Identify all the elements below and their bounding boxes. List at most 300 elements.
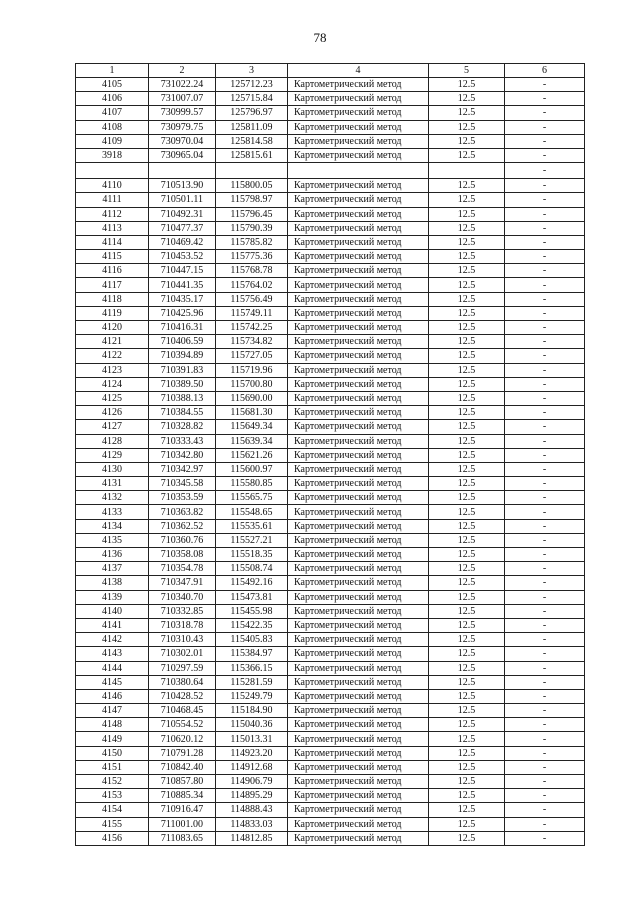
- point-number-cell: 4105: [76, 78, 149, 92]
- accuracy-cell: 12.5: [429, 278, 505, 292]
- y-coordinate-cell: 115727.05: [216, 349, 288, 363]
- x-coordinate-cell: 710363.82: [149, 505, 216, 519]
- method-cell: Картометрический метод: [288, 689, 429, 703]
- y-coordinate-cell: 115366.15: [216, 661, 288, 675]
- x-coordinate-cell: 710513.90: [149, 179, 216, 193]
- x-coordinate-cell: 710297.59: [149, 661, 216, 675]
- method-cell: Картометрический метод: [288, 661, 429, 675]
- accuracy-cell: 12.5: [429, 321, 505, 335]
- note-cell: -: [505, 106, 585, 120]
- method-cell: Картометрический метод: [288, 803, 429, 817]
- method-cell: Картометрический метод: [288, 420, 429, 434]
- table-row: [76, 562, 585, 576]
- table-row: [76, 718, 585, 732]
- table-row: [76, 434, 585, 448]
- y-coordinate-cell: 115790.39: [216, 221, 288, 235]
- y-coordinate-cell: 115785.82: [216, 235, 288, 249]
- note-cell: -: [505, 704, 585, 718]
- accuracy-cell: 12.5: [429, 803, 505, 817]
- note-cell: -: [505, 92, 585, 106]
- x-coordinate-cell: 710453.52: [149, 250, 216, 264]
- point-number-cell: 4132: [76, 491, 149, 505]
- x-coordinate-cell: 710620.12: [149, 732, 216, 746]
- accuracy-cell: 12.5: [429, 548, 505, 562]
- note-cell: -: [505, 548, 585, 562]
- point-number-cell: 4125: [76, 391, 149, 405]
- point-number-cell: 4126: [76, 406, 149, 420]
- accuracy-cell: 12.5: [429, 148, 505, 162]
- accuracy-cell: 12.5: [429, 562, 505, 576]
- note-cell: -: [505, 221, 585, 235]
- accuracy-cell: 12.5: [429, 746, 505, 760]
- point-number-cell: 4145: [76, 675, 149, 689]
- accuracy-cell: 12.5: [429, 775, 505, 789]
- table-row: [76, 505, 585, 519]
- accuracy-cell: 12.5: [429, 760, 505, 774]
- column-header: 4: [288, 64, 429, 78]
- table-row: [76, 604, 585, 618]
- accuracy-cell: 12.5: [429, 92, 505, 106]
- method-cell: Картометрический метод: [288, 120, 429, 134]
- accuracy-cell: 12.5: [429, 533, 505, 547]
- method-cell: Картометрический метод: [288, 789, 429, 803]
- accuracy-cell: 12.5: [429, 434, 505, 448]
- x-coordinate-cell: 710916.47: [149, 803, 216, 817]
- note-cell: -: [505, 831, 585, 845]
- table-row: [76, 321, 585, 335]
- note-cell: -: [505, 264, 585, 278]
- y-coordinate-cell: 125814.58: [216, 134, 288, 148]
- x-coordinate-cell: 730979.75: [149, 120, 216, 134]
- point-number-cell: 4121: [76, 335, 149, 349]
- accuracy-cell: 12.5: [429, 221, 505, 235]
- accuracy-cell: 12.5: [429, 377, 505, 391]
- x-coordinate-cell: 710362.52: [149, 519, 216, 533]
- x-coordinate-cell: 710477.37: [149, 221, 216, 235]
- point-number-cell: 4120: [76, 321, 149, 335]
- note-cell: -: [505, 179, 585, 193]
- method-cell: Картометрический метод: [288, 179, 429, 193]
- note-cell: -: [505, 321, 585, 335]
- method-cell: Картометрический метод: [288, 349, 429, 363]
- accuracy-cell: 12.5: [429, 306, 505, 320]
- point-number-cell: 4108: [76, 120, 149, 134]
- accuracy-cell: 12.5: [429, 292, 505, 306]
- column-header: 2: [149, 64, 216, 78]
- method-cell: Картометрический метод: [288, 704, 429, 718]
- point-number-cell: 4141: [76, 618, 149, 632]
- x-coordinate-cell: 710406.59: [149, 335, 216, 349]
- point-number-cell: 4138: [76, 576, 149, 590]
- y-coordinate-cell: 115700.80: [216, 377, 288, 391]
- y-coordinate-cell: 125815.61: [216, 148, 288, 162]
- x-coordinate-cell: 710391.83: [149, 363, 216, 377]
- point-number-cell: 4134: [76, 519, 149, 533]
- method-cell: Картометрический метод: [288, 335, 429, 349]
- point-number-cell: 4149: [76, 732, 149, 746]
- x-coordinate-cell: 710318.78: [149, 618, 216, 632]
- table-row: [76, 647, 585, 661]
- accuracy-cell: 12.5: [429, 675, 505, 689]
- x-coordinate-cell: 710360.76: [149, 533, 216, 547]
- table-row: [76, 675, 585, 689]
- table-row: [76, 349, 585, 363]
- point-number-cell: 4133: [76, 505, 149, 519]
- method-cell: Картометрический метод: [288, 377, 429, 391]
- y-coordinate-cell: 115281.59: [216, 675, 288, 689]
- x-coordinate-cell: 730965.04: [149, 148, 216, 162]
- method-cell: Картометрический метод: [288, 604, 429, 618]
- method-cell: Картометрический метод: [288, 590, 429, 604]
- note-cell: -: [505, 335, 585, 349]
- note-cell: -: [505, 803, 585, 817]
- x-coordinate-cell: 710332.85: [149, 604, 216, 618]
- y-coordinate-cell: 115580.85: [216, 477, 288, 491]
- table-row: [76, 120, 585, 134]
- x-coordinate-cell: 710345.58: [149, 477, 216, 491]
- method-cell: Картометрический метод: [288, 831, 429, 845]
- note-cell: -: [505, 661, 585, 675]
- note-cell: -: [505, 462, 585, 476]
- y-coordinate-cell: 125811.09: [216, 120, 288, 134]
- note-cell: -: [505, 647, 585, 661]
- method-cell: Картометрический метод: [288, 576, 429, 590]
- accuracy-cell: 12.5: [429, 576, 505, 590]
- y-coordinate-cell: 125796.97: [216, 106, 288, 120]
- table-row: [76, 420, 585, 434]
- x-coordinate-cell: 711001.00: [149, 817, 216, 831]
- table-row: [76, 163, 585, 179]
- x-coordinate-cell: 710435.17: [149, 292, 216, 306]
- table-row: [76, 193, 585, 207]
- note-cell: -: [505, 377, 585, 391]
- accuracy-cell: 12.5: [429, 491, 505, 505]
- method-cell: Картометрический метод: [288, 675, 429, 689]
- note-cell: -: [505, 406, 585, 420]
- x-coordinate-cell: 710384.55: [149, 406, 216, 420]
- point-number-cell: 4110: [76, 179, 149, 193]
- point-number-cell: 4118: [76, 292, 149, 306]
- point-number-cell: 4139: [76, 590, 149, 604]
- x-coordinate-cell: 710468.45: [149, 704, 216, 718]
- table-row: [76, 661, 585, 675]
- note-cell: -: [505, 533, 585, 547]
- note-cell: -: [505, 363, 585, 377]
- note-cell: -: [505, 491, 585, 505]
- note-cell: -: [505, 250, 585, 264]
- x-coordinate-cell: 710394.89: [149, 349, 216, 363]
- y-coordinate-cell: 115639.34: [216, 434, 288, 448]
- note-cell: -: [505, 448, 585, 462]
- y-coordinate-cell: 115764.02: [216, 278, 288, 292]
- y-coordinate-cell: 115775.36: [216, 250, 288, 264]
- table-row: [76, 689, 585, 703]
- note-cell: -: [505, 292, 585, 306]
- table-row: [76, 633, 585, 647]
- table-row: [76, 491, 585, 505]
- point-number-cell: 4128: [76, 434, 149, 448]
- method-cell: Картометрический метод: [288, 477, 429, 491]
- method-cell: Картометрический метод: [288, 207, 429, 221]
- accuracy-cell: 12.5: [429, 335, 505, 349]
- note-cell: -: [505, 207, 585, 221]
- table-row: [76, 746, 585, 760]
- accuracy-cell: 12.5: [429, 689, 505, 703]
- note-cell: -: [505, 120, 585, 134]
- point-number-cell: 4113: [76, 221, 149, 235]
- method-cell: Картометрический метод: [288, 462, 429, 476]
- point-number-cell: 4124: [76, 377, 149, 391]
- y-coordinate-cell: 115796.45: [216, 207, 288, 221]
- x-coordinate-cell: [149, 163, 216, 179]
- table-row: [76, 775, 585, 789]
- y-coordinate-cell: 115749.11: [216, 306, 288, 320]
- note-cell: -: [505, 718, 585, 732]
- y-coordinate-cell: 115508.74: [216, 562, 288, 576]
- note-cell: -: [505, 505, 585, 519]
- accuracy-cell: 12.5: [429, 406, 505, 420]
- coordinates-table: [75, 63, 585, 846]
- point-number-cell: 4122: [76, 349, 149, 363]
- accuracy-cell: 12.5: [429, 519, 505, 533]
- y-coordinate-cell: 114923.20: [216, 746, 288, 760]
- table-row: [76, 548, 585, 562]
- method-cell: Картометрический метод: [288, 250, 429, 264]
- method-cell: Картометрический метод: [288, 106, 429, 120]
- y-coordinate-cell: 125715.84: [216, 92, 288, 106]
- note-cell: -: [505, 732, 585, 746]
- note-cell: -: [505, 689, 585, 703]
- x-coordinate-cell: 710857.80: [149, 775, 216, 789]
- accuracy-cell: 12.5: [429, 505, 505, 519]
- page-number: 78: [313, 30, 327, 45]
- point-number-cell: 4152: [76, 775, 149, 789]
- note-cell: -: [505, 604, 585, 618]
- table-row: [76, 363, 585, 377]
- table-row: [76, 148, 585, 162]
- point-number-cell: 4151: [76, 760, 149, 774]
- point-number-cell: 4146: [76, 689, 149, 703]
- table-row: [76, 590, 585, 604]
- point-number-cell: 4115: [76, 250, 149, 264]
- note-cell: -: [505, 675, 585, 689]
- table-row: [76, 618, 585, 632]
- point-number-cell: 4119: [76, 306, 149, 320]
- accuracy-cell: 12.5: [429, 134, 505, 148]
- accuracy-cell: 12.5: [429, 78, 505, 92]
- y-coordinate-cell: 125712.23: [216, 78, 288, 92]
- method-cell: Картометрический метод: [288, 491, 429, 505]
- method-cell: Картометрический метод: [288, 321, 429, 335]
- table-row: [76, 134, 585, 148]
- accuracy-cell: 12.5: [429, 264, 505, 278]
- accuracy-cell: 12.5: [429, 661, 505, 675]
- note-cell: -: [505, 477, 585, 491]
- point-number-cell: 4137: [76, 562, 149, 576]
- y-coordinate-cell: 115565.75: [216, 491, 288, 505]
- x-coordinate-cell: 710425.96: [149, 306, 216, 320]
- table-row: [76, 817, 585, 831]
- note-cell: -: [505, 590, 585, 604]
- y-coordinate-cell: 115492.16: [216, 576, 288, 590]
- x-coordinate-cell: 710447.15: [149, 264, 216, 278]
- method-cell: Картометрический метод: [288, 817, 429, 831]
- note-cell: -: [505, 746, 585, 760]
- table-row: [76, 278, 585, 292]
- note-cell: -: [505, 618, 585, 632]
- point-number-cell: 4111: [76, 193, 149, 207]
- y-coordinate-cell: 115040.36: [216, 718, 288, 732]
- table-row: [76, 831, 585, 845]
- table-row: [76, 335, 585, 349]
- accuracy-cell: 12.5: [429, 590, 505, 604]
- table-row: [76, 306, 585, 320]
- y-coordinate-cell: 115384.97: [216, 647, 288, 661]
- x-coordinate-cell: 710388.13: [149, 391, 216, 405]
- method-cell: Картометрический метод: [288, 533, 429, 547]
- point-number-cell: 4154: [76, 803, 149, 817]
- note-cell: -: [505, 148, 585, 162]
- y-coordinate-cell: 115422.35: [216, 618, 288, 632]
- note-cell: -: [505, 562, 585, 576]
- accuracy-cell: 12.5: [429, 817, 505, 831]
- table-row: [76, 462, 585, 476]
- accuracy-cell: 12.5: [429, 179, 505, 193]
- point-number-cell: 4116: [76, 264, 149, 278]
- x-coordinate-cell: 710342.97: [149, 462, 216, 476]
- y-coordinate-cell: 114888.43: [216, 803, 288, 817]
- accuracy-cell: 12.5: [429, 789, 505, 803]
- table-row: [76, 732, 585, 746]
- method-cell: Картометрический метод: [288, 448, 429, 462]
- method-cell: Картометрический метод: [288, 562, 429, 576]
- point-number-cell: 4114: [76, 235, 149, 249]
- point-number-cell: 4107: [76, 106, 149, 120]
- note-cell: -: [505, 576, 585, 590]
- method-cell: Картометрический метод: [288, 618, 429, 632]
- accuracy-cell: 12.5: [429, 193, 505, 207]
- table-row: [76, 533, 585, 547]
- y-coordinate-cell: 114906.79: [216, 775, 288, 789]
- column-header: 5: [429, 64, 505, 78]
- method-cell: Картометрический метод: [288, 775, 429, 789]
- x-coordinate-cell: 710416.31: [149, 321, 216, 335]
- method-cell: Картометрический метод: [288, 548, 429, 562]
- method-cell: Картометрический метод: [288, 746, 429, 760]
- point-number-cell: 4150: [76, 746, 149, 760]
- note-cell: -: [505, 78, 585, 92]
- note-cell: -: [505, 633, 585, 647]
- y-coordinate-cell: 115742.25: [216, 321, 288, 335]
- y-coordinate-cell: [216, 163, 288, 179]
- y-coordinate-cell: 115600.97: [216, 462, 288, 476]
- point-number-cell: 4140: [76, 604, 149, 618]
- point-number-cell: 4117: [76, 278, 149, 292]
- y-coordinate-cell: 115621.26: [216, 448, 288, 462]
- table-row: [76, 576, 585, 590]
- accuracy-cell: [429, 163, 505, 179]
- table-row: [76, 377, 585, 391]
- method-cell: Картометрический метод: [288, 391, 429, 405]
- y-coordinate-cell: 115455.98: [216, 604, 288, 618]
- note-cell: -: [505, 391, 585, 405]
- point-number-cell: 4123: [76, 363, 149, 377]
- method-cell: Картометрический метод: [288, 221, 429, 235]
- accuracy-cell: 12.5: [429, 704, 505, 718]
- x-coordinate-cell: 710554.52: [149, 718, 216, 732]
- x-coordinate-cell: 710501.11: [149, 193, 216, 207]
- point-number-cell: 4147: [76, 704, 149, 718]
- method-cell: Картометрический метод: [288, 519, 429, 533]
- point-number-cell: 4156: [76, 831, 149, 845]
- point-number-cell: 4148: [76, 718, 149, 732]
- table-row: [76, 406, 585, 420]
- accuracy-cell: 12.5: [429, 604, 505, 618]
- note-cell: -: [505, 163, 585, 179]
- method-cell: Картометрический метод: [288, 148, 429, 162]
- x-coordinate-cell: 711083.65: [149, 831, 216, 845]
- accuracy-cell: 12.5: [429, 420, 505, 434]
- accuracy-cell: 12.5: [429, 633, 505, 647]
- x-coordinate-cell: 731022.24: [149, 78, 216, 92]
- table-row: [76, 250, 585, 264]
- point-number-cell: [76, 163, 149, 179]
- table-row: [76, 292, 585, 306]
- accuracy-cell: 12.5: [429, 391, 505, 405]
- note-cell: -: [505, 420, 585, 434]
- y-coordinate-cell: 115719.96: [216, 363, 288, 377]
- x-coordinate-cell: 710302.01: [149, 647, 216, 661]
- table-row: [76, 264, 585, 278]
- x-coordinate-cell: 710791.28: [149, 746, 216, 760]
- method-cell: Картометрический метод: [288, 235, 429, 249]
- accuracy-cell: 12.5: [429, 477, 505, 491]
- y-coordinate-cell: 115184.90: [216, 704, 288, 718]
- y-coordinate-cell: 115734.82: [216, 335, 288, 349]
- x-coordinate-cell: 710353.59: [149, 491, 216, 505]
- x-coordinate-cell: 730970.04: [149, 134, 216, 148]
- y-coordinate-cell: 115473.81: [216, 590, 288, 604]
- x-coordinate-cell: 710354.78: [149, 562, 216, 576]
- x-coordinate-cell: 710347.91: [149, 576, 216, 590]
- accuracy-cell: 12.5: [429, 718, 505, 732]
- method-cell: [288, 163, 429, 179]
- method-cell: Картометрический метод: [288, 78, 429, 92]
- y-coordinate-cell: 115013.31: [216, 732, 288, 746]
- note-cell: -: [505, 775, 585, 789]
- method-cell: Картометрический метод: [288, 760, 429, 774]
- table-row: [76, 760, 585, 774]
- x-coordinate-cell: 710342.80: [149, 448, 216, 462]
- point-number-cell: 4144: [76, 661, 149, 675]
- method-cell: Картометрический метод: [288, 92, 429, 106]
- note-cell: -: [505, 434, 585, 448]
- y-coordinate-cell: 114912.68: [216, 760, 288, 774]
- table-row: [76, 221, 585, 235]
- note-cell: -: [505, 278, 585, 292]
- accuracy-cell: 12.5: [429, 120, 505, 134]
- y-coordinate-cell: 114833.03: [216, 817, 288, 831]
- x-coordinate-cell: 730999.57: [149, 106, 216, 120]
- column-header: 3: [216, 64, 288, 78]
- table-row: [76, 92, 585, 106]
- point-number-cell: 4153: [76, 789, 149, 803]
- table-row: [76, 106, 585, 120]
- y-coordinate-cell: 115798.97: [216, 193, 288, 207]
- point-number-cell: 4106: [76, 92, 149, 106]
- y-coordinate-cell: 115800.05: [216, 179, 288, 193]
- y-coordinate-cell: 115518.35: [216, 548, 288, 562]
